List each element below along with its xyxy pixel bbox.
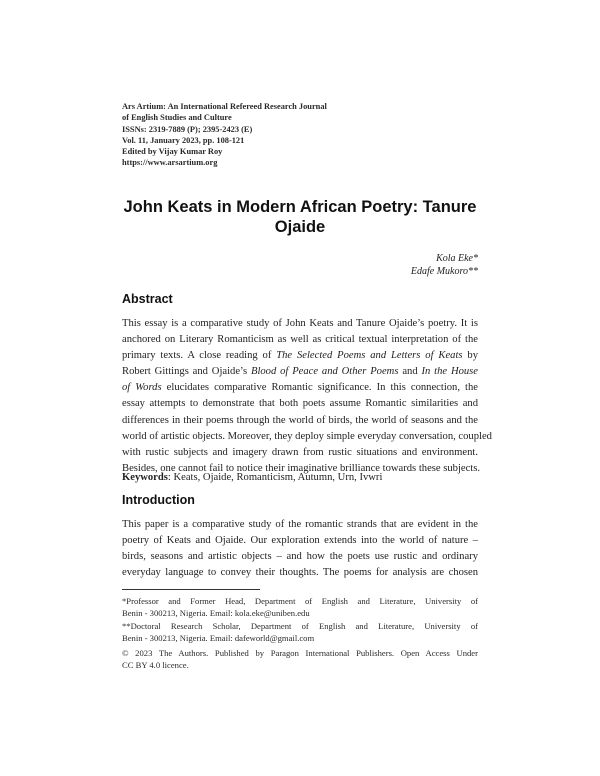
journal-volume: Vol. 11, January 2023, pp. 108-121 bbox=[122, 135, 245, 145]
footnote-2: **Doctoral Research Scholar, Department of English and Literature, University of Benin - 300213, Nigeria. Email: dafeworld@gmail.com bbox=[122, 621, 478, 643]
book-title: In the House bbox=[421, 366, 479, 378]
footnotes bbox=[122, 595, 478, 672]
license-note: © 2023 The Authors. Published by Paragon International Publishers. Open Access Under CC BY 4.0 licence. bbox=[122, 648, 478, 670]
author-2: Edafe Mukoro** bbox=[410, 265, 478, 277]
introduction-body bbox=[122, 517, 478, 581]
title-line-2: Ojaide bbox=[274, 218, 326, 236]
intro-line: birds, seasons and artistic objects – and how the poets use rustic and ordinary bbox=[122, 551, 478, 563]
journal-info bbox=[122, 101, 422, 169]
title-line-1: John Keats in Modern African Poetry: Tanure bbox=[123, 198, 477, 216]
intro-line: This paper is a comparative study of the romantic strands that are evident in the bbox=[122, 519, 478, 530]
abstract-line: This essay is a comparative study of John Keats and Tanure Ojaide’s poetry. It is bbox=[122, 318, 478, 329]
keywords-values: : Keats, Ojaide, Romanticism, Autumn, Urn, Ivwri bbox=[167, 472, 383, 483]
abstract-line: world of artistic objects. Moreover, they deploy simple everyday conversation, coupled bbox=[122, 430, 492, 442]
journal-name: Ars Artium: An International Refereed Research Journal bbox=[122, 102, 327, 111]
footnote-divider bbox=[122, 589, 260, 590]
journal-url[interactable]: https://www.arsartium.org bbox=[122, 158, 218, 168]
book-title: The Selected Poems and Letters of Keats bbox=[276, 350, 463, 362]
abstract-heading: Abstract bbox=[122, 292, 173, 306]
abstract-line: Robert Gittings and Ojaide’s Blood of Peace and Other Poems and In the House bbox=[122, 366, 479, 378]
journal-issn: ISSNs: 2319-7889 (P); 2395-2423 (E) bbox=[122, 124, 253, 134]
abstract-line: primary texts. A close reading of The Selected Poems and Letters of Keats by bbox=[122, 350, 478, 362]
journal-subtitle: of English Studies and Culture bbox=[122, 113, 232, 123]
abstract-line: Besides, one cannot fail to notice their imaginative brilliance towards these subjects. bbox=[122, 462, 481, 474]
keywords-label: Keywords bbox=[122, 472, 168, 483]
author-list bbox=[411, 253, 478, 278]
abstract-body bbox=[122, 316, 492, 477]
journal-editor: Edited by Vijay Kumar Roy bbox=[122, 147, 223, 157]
book-title: Blood of Peace and Other Poems bbox=[250, 366, 399, 378]
intro-line: poetry of Keats and Ojaide. Our exploration extends into the world of nature – bbox=[122, 535, 478, 547]
abstract-line: of Words elucidates comparative Romantic significance. In this connection, the bbox=[122, 382, 479, 394]
author-1: Kola Eke* bbox=[436, 253, 478, 264]
article-title bbox=[110, 197, 490, 237]
footnote-1: *Professor and Former Head, Department of English and Literature, University of Benin - 300213, Nigeria. Email: kola.eke@uniben.edu bbox=[122, 596, 478, 618]
introduction-heading: Introduction bbox=[122, 493, 195, 507]
book-title: of Words bbox=[122, 382, 162, 394]
abstract-line: differences in their poems through the world of birds, the world of seasons and the bbox=[122, 414, 478, 426]
abstract-line: essay attempts to demonstrate that both poets assume Romantic similarities and bbox=[122, 398, 478, 410]
keywords bbox=[122, 472, 382, 483]
abstract-line: anchored on Literary Romanticism as well as critical textual interpretation of the bbox=[122, 334, 478, 346]
abstract-line: with rustic subjects and imagery drawn from rustic situations and environment. bbox=[122, 446, 478, 458]
intro-line: everyday language to convey their thoughts. The poems for analysis are chosen bbox=[122, 567, 478, 579]
